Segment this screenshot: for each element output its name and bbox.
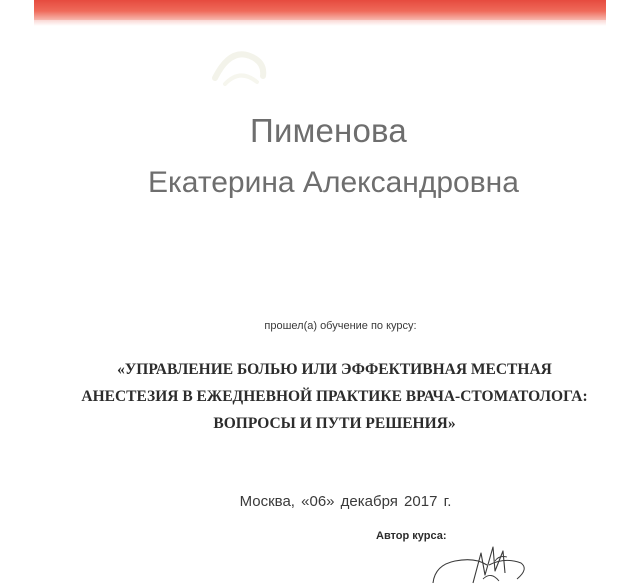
author-signature [425,535,535,585]
completion-statement: прошел(а) обучение по курсу: [264,320,417,332]
recipient-surname: Пименова [250,112,407,149]
top-band-shadow [34,20,606,26]
place-and-date: Москва, «06» декабря 2017 г. [239,493,452,510]
course-title-line-2: АНЕСТЕЗИЯ В ЕЖЕДНЕВНОЙ ПРАКТИКЕ ВРАЧА-СТОМАТОЛОГА: [81,388,588,405]
top-decorative-band [34,0,606,20]
faint-logo-mark [205,38,275,93]
course-title-line-1: «УПРАВЛЕНИЕ БОЛЬЮ ИЛИ ЭФФЕКТИВНАЯ МЕСТНАЯ [117,361,552,378]
recipient-given-names: Екатерина Александровна [148,166,519,199]
course-title [0,356,629,437]
course-title-line-3: ВОПРОСЫ И ПУТИ РЕШЕНИЯ» [213,415,456,432]
course-author-label: Автор курса: [376,530,447,542]
